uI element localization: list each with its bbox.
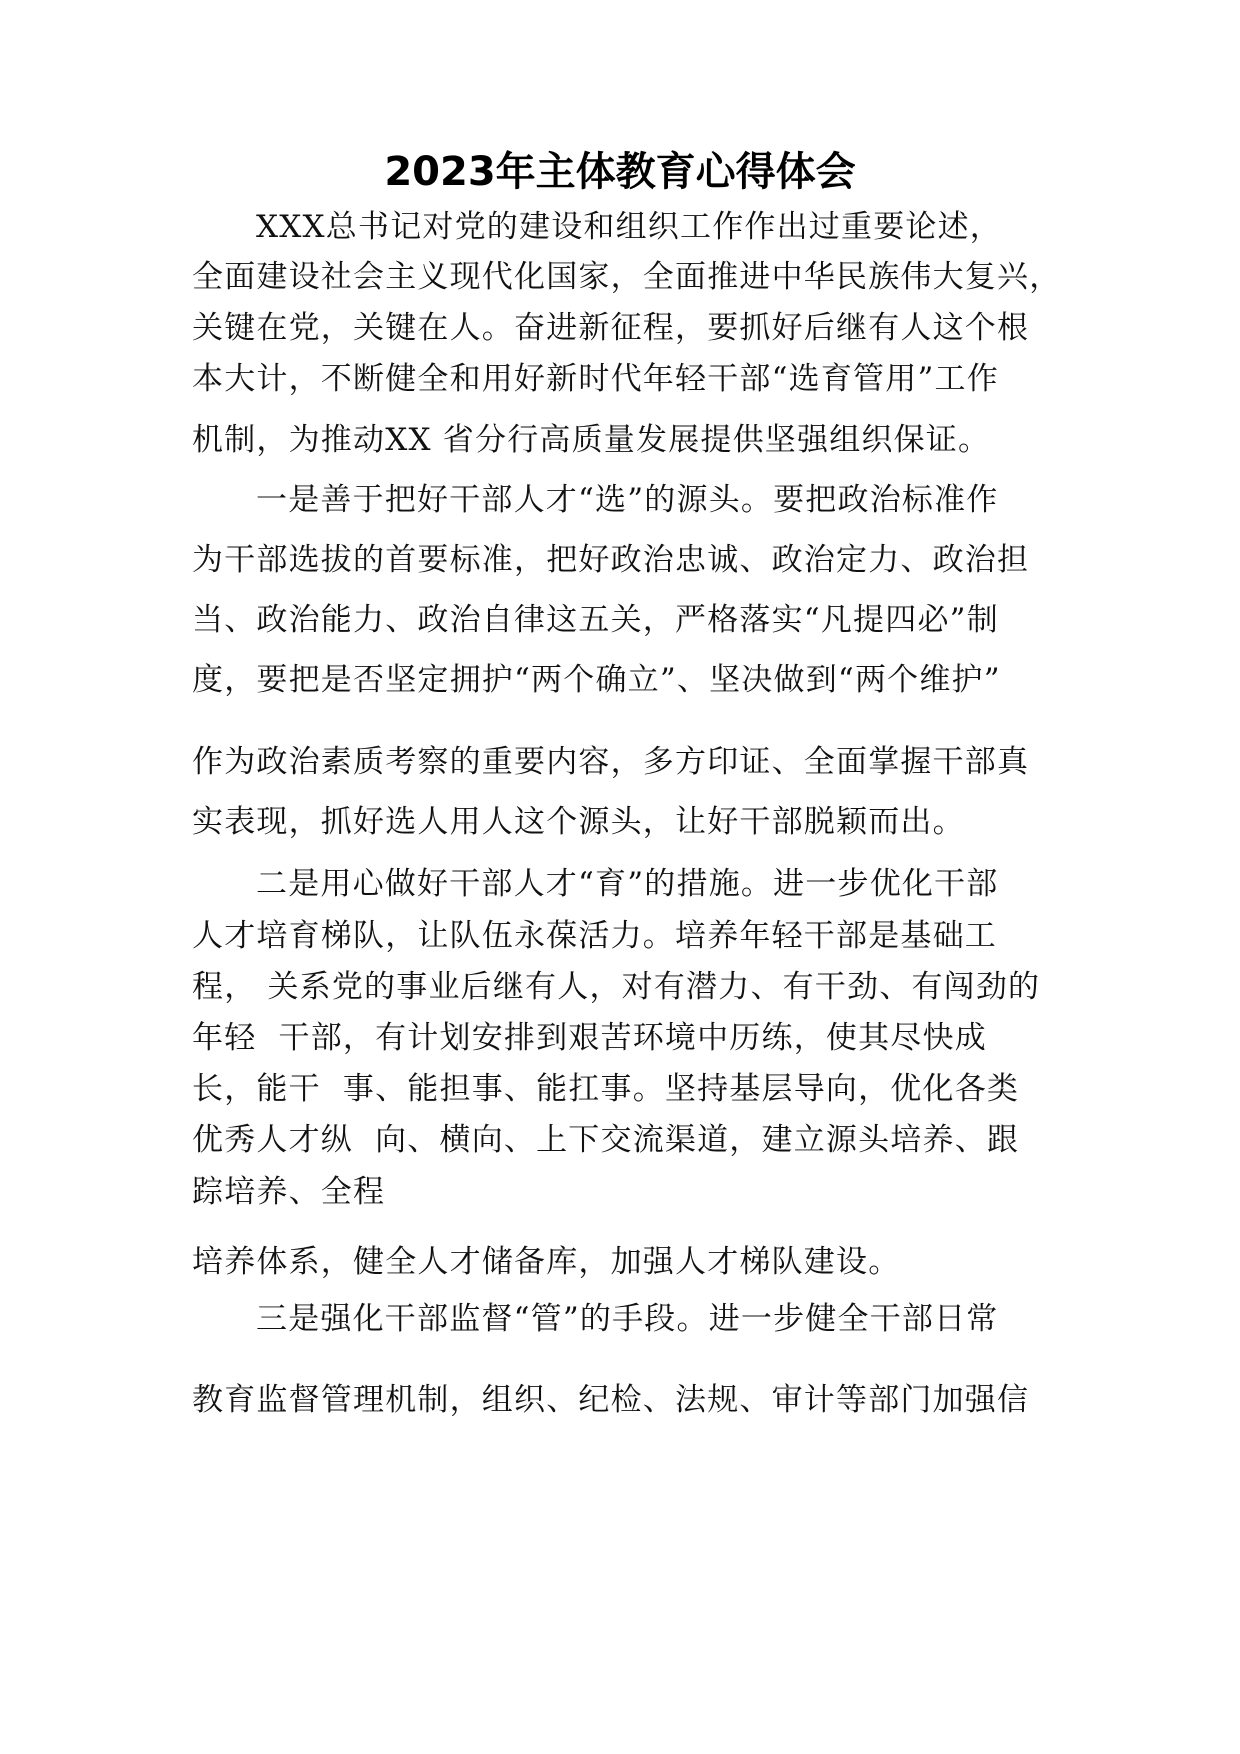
- body-line: 年轻 干部，有计划安排到艰苦环境中历练，使其尽快成: [192, 1020, 987, 1056]
- body-line: 人才培育梯队，让队伍永葆活力。培养年轻干部是基础工: [192, 918, 997, 954]
- body-line: 当、政治能力、政治自律这五关，严格落实“凡提四必”制: [192, 602, 999, 638]
- body-line: 全面建设社会主义现代化国家，全面推进中华民族伟大复兴，: [192, 259, 1062, 295]
- body-line: 培养体系，健全人才储备库，加强人才梯队建设。: [192, 1244, 901, 1280]
- body-line: 长，能干 事、能担事、能扛事。坚持基层导向，优化各类: [192, 1071, 1020, 1107]
- document-title: 2023年主体教育心得体会: [384, 149, 856, 195]
- body-line: 优秀人才纵 向、横向、上下交流渠道，建立源头培养、跟: [192, 1122, 1020, 1158]
- body-line: XXX总书记对党的建设和组织工作作出过重要论述，: [256, 209, 1003, 245]
- body-line: 关键在党，关键在人。奋进新征程，要抓好后继有人这个根: [192, 310, 1030, 346]
- body-line: 一是善于把好干部人才“选”的源头。要把政治标准作: [256, 482, 999, 518]
- body-line: 为干部选拔的首要标准，把好政治忠诚、政治定力、政治担: [192, 542, 1030, 578]
- body-line: 三是强化干部监督“管”的手段。进一步健全干部日常: [256, 1301, 999, 1337]
- body-line: 踪培养、全程: [192, 1174, 386, 1210]
- body-line: 程， 关系党的事业后继有人，对有潜力、有干劲、有闯劲的: [192, 969, 1041, 1005]
- body-line: 教育监督管理机制，组织、纪检、法规、审计等部门加强信: [192, 1382, 1030, 1418]
- body-line: 度，要把是否坚定拥护“两个确立”、坚决做到“两个维护”: [192, 662, 1001, 698]
- body-line: 实表现，抓好选人用人这个源头，让好干部脱颖而出。: [192, 804, 965, 840]
- body-line: 二是用心做好干部人才“育”的措施。进一步优化干部: [256, 866, 999, 902]
- body-line: 作为政治素质考察的重要内容，多方印证、全面掌握干部真: [192, 744, 1030, 780]
- body-line: 本大计，不断健全和用好新时代年轻干部“选育管用”工作: [192, 361, 999, 397]
- body-line: 机制，为推动XX 省分行高质量发展提供坚强组织保证。: [192, 422, 991, 458]
